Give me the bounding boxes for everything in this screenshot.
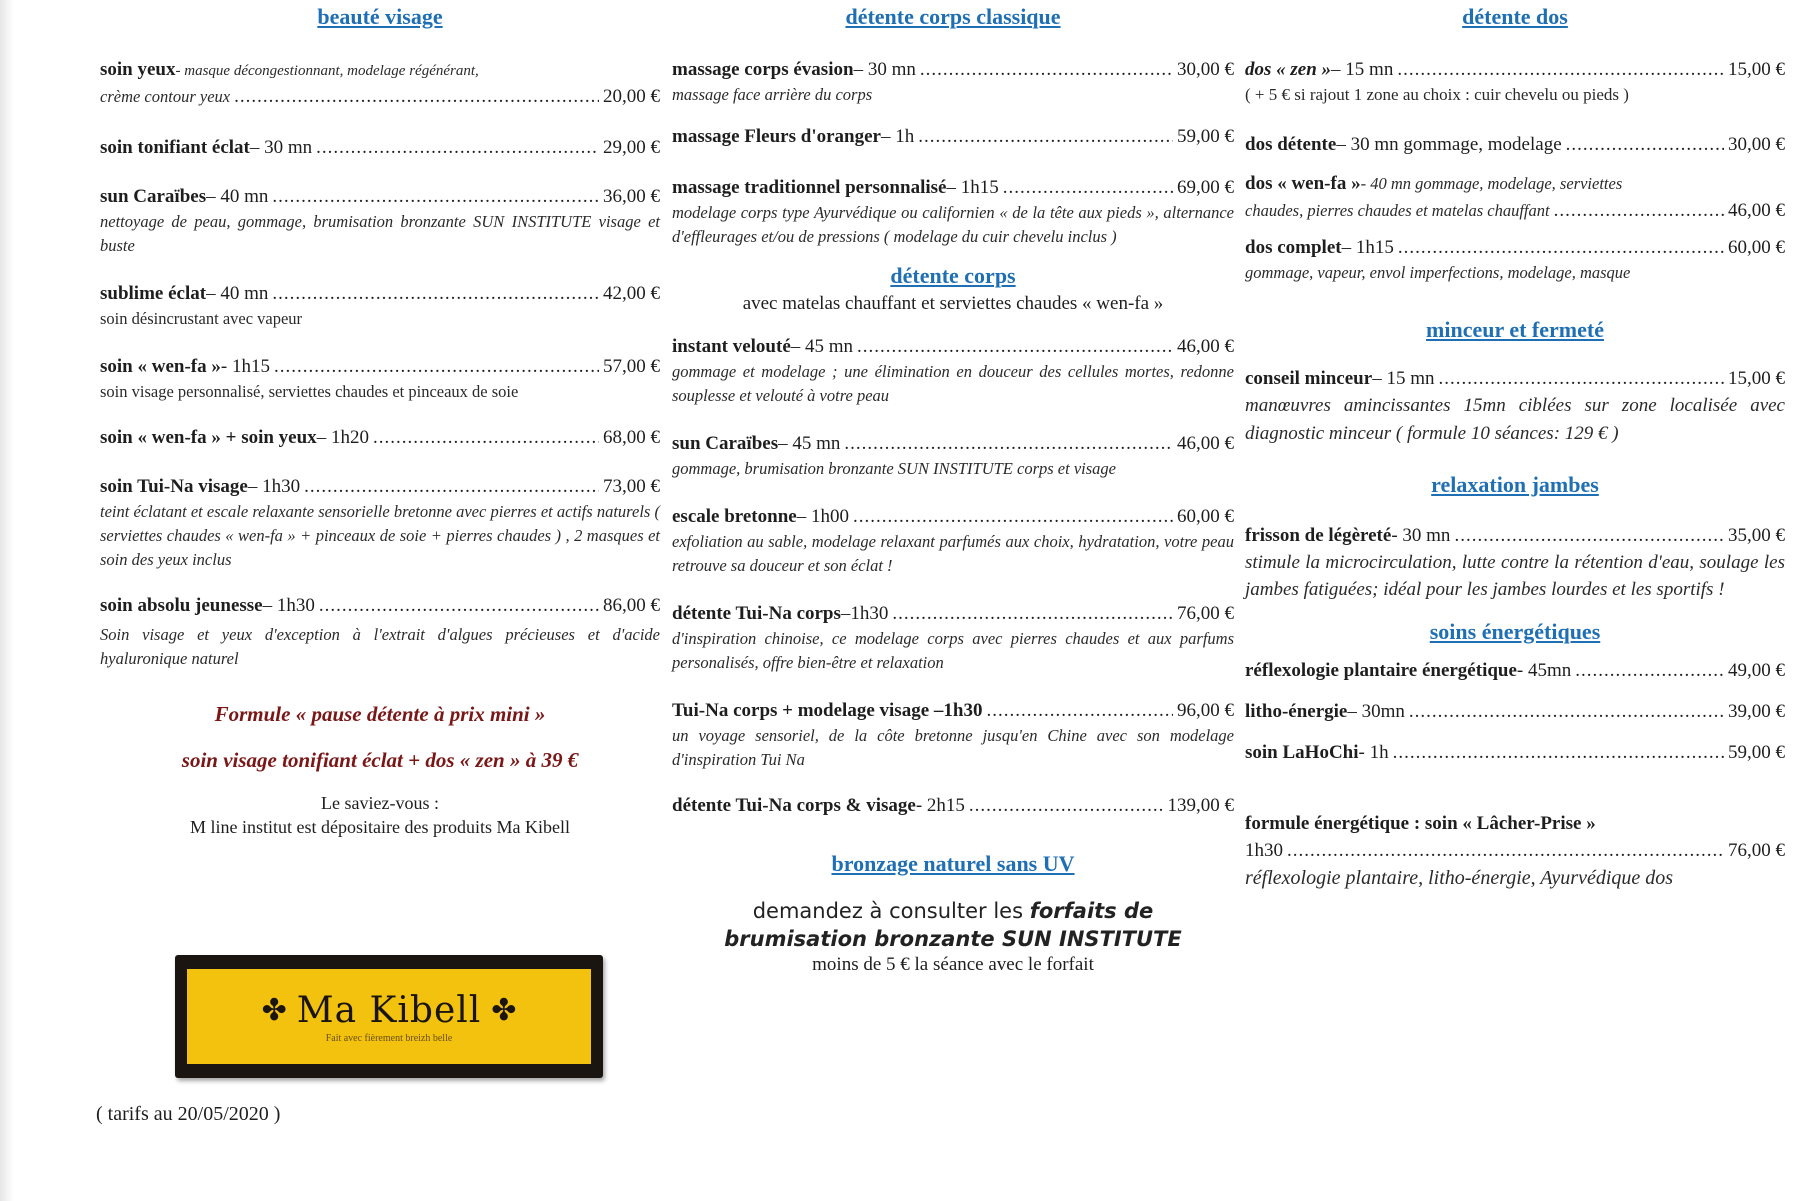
leader-dots [1287,837,1724,864]
item-price: 68,00 € [603,427,660,448]
formula-energetique-duration: 1h30 [1245,840,1283,861]
item-price: 96,00 € [1177,700,1234,721]
formula-title: Formule « pause détente à prix mini » [214,702,546,726]
leader-dots [1566,131,1724,158]
section-title-detente-dos: détente dos [1462,4,1568,29]
leader-dots [1397,56,1724,83]
section-title-minceur: minceur et fermeté [1426,317,1604,342]
item-desc: exfoliation au sable, modelage relaxant parfumés aux choix, hydratation, votre peau retrouve sa douceur et son éclat ! [672,532,1234,575]
price-item [1245,56,1785,107]
item-price: 69,00 € [1177,177,1234,198]
price-item [672,430,1234,481]
item-desc: gommage, vapeur, envol imperfections, modelage, masque [1245,263,1631,282]
item-price: 15,00 € [1728,59,1785,80]
item-name: massage traditionnel personnalisé [672,177,947,198]
item-price: 59,00 € [1728,742,1785,763]
price-item [1245,522,1785,603]
item-name: soin « wen-fa » + soin yeux [100,427,317,448]
item-name: soin tonifiant éclat [100,137,250,158]
item-price: 42,00 € [603,283,660,304]
column-detente-corps [672,0,1234,977]
item-duration: – 45 mn [778,433,841,454]
item-name: dos « wen-fa » [1245,173,1361,194]
item-price: 39,00 € [1728,701,1785,722]
item-duration: – 30 mn [249,137,313,158]
logo-brand: Ma Kibell [296,989,482,1031]
item-desc: ( + 5 € si rajout 1 zone au choix : cuir chevelu ou pieds ) [1245,85,1629,104]
item-duration: – 15 mn [1372,368,1435,389]
leader-dots [234,83,599,110]
item-desc: teint éclatant et escale relaxante sensorielle bretonne avec pierres et actifs naturels ( serviettes chaudes « wen-fa » + pinceaux de soie + pierres chaudes ) , 2 masques et soin des yeux inclus [100,502,660,569]
ermine-icon: ✤ [261,993,287,1027]
leader-dots [1409,698,1724,725]
formula-energetique-desc: réflexologie plantaire, litho-énergie, Ayurvédique dos [1245,867,1674,889]
price-item [672,792,1234,819]
price-item [100,134,660,161]
price-item [1245,131,1785,158]
leader-dots [1554,197,1724,224]
item-inline-desc: - masque décongestionnant, modelage régénérant, [175,63,479,79]
item-price: 46,00 € [1728,200,1785,221]
item-duration: – 45 mn [790,336,854,357]
item-desc: crème contour yeux [100,87,231,106]
price-item [672,503,1234,578]
item-duration: - 1h [1358,742,1389,763]
leader-dots [1003,174,1173,201]
leader-dots [272,183,599,210]
price-item [672,697,1234,772]
section-title-beaute-visage: beauté visage [317,4,443,29]
leader-dots [969,792,1164,819]
item-price: 46,00 € [1177,336,1234,357]
item-name: massage Fleurs d'oranger [672,126,881,147]
leader-dots [1393,739,1724,766]
item-price: 59,00 € [1177,126,1234,147]
item-price: 60,00 € [1177,506,1234,527]
item-duration: - 30 mn [1391,525,1451,546]
leader-dots [274,353,599,380]
item-inline-desc: - 40 mn gommage, modelage, serviettes [1360,174,1623,193]
item-name: dos détente [1245,134,1337,155]
leader-dots [304,473,599,500]
item-price: 36,00 € [603,186,660,207]
item-price: 35,00 € [1728,525,1785,546]
item-duration: – 30 mn [853,59,916,80]
leader-dots [986,697,1173,724]
item-name: dos « zen » [1245,59,1332,80]
item-desc: chaudes, pierres chaudes et matelas chauffant [1245,201,1550,220]
item-price: 49,00 € [1728,660,1785,681]
leader-dots [272,280,599,307]
column-beaute-visage [100,0,660,839]
item-desc: gommage, brumisation bronzante SUN INSTITUTE corps et visage [672,459,1116,478]
item-desc: gommage et modelage ; une élimination en douceur des cellules mortes, redonne souplesse et velouté à votre peau [672,362,1234,405]
item-desc: soin visage personnalisé, serviettes chaudes et pinceaux de soie [100,382,519,401]
item-desc: manœuvres amincissantes 15mn ciblées sur zone localisée avec diagnostic minceur ( formule 10 séances: 129 € ) [1245,395,1785,444]
price-item [1245,657,1785,684]
leader-dots [892,600,1173,627]
item-price: 76,00 € [1177,603,1234,624]
bronzage-note-bold: forfaits de [1029,899,1154,923]
item-price: 73,00 € [603,476,660,497]
leader-dots [373,424,599,451]
item-name: sun Caraïbes [100,186,207,207]
section-title-soins-energetiques: soins énergétiques [1429,619,1601,644]
price-item [672,600,1234,675]
item-price: 15,00 € [1728,368,1785,389]
item-price: 30,00 € [1728,134,1785,155]
formula-detail: soin visage tonifiant éclat + dos « zen » à 39 € [181,748,579,772]
item-duration: - 45mn [1516,660,1572,681]
section-title-relaxation-jambes: relaxation jambes [1431,472,1599,497]
item-name: conseil minceur [1245,368,1373,389]
item-desc: un voyage sensoriel, de la côte bretonne jusqu'en Chine avec son modelage d'inspiration Tui Na [672,726,1234,769]
formula-energetique-price: 76,00 € [1728,840,1785,861]
item-desc: soin désincrustant avec vapeur [100,309,303,328]
item-name: détente Tui-Na corps [672,603,841,624]
item-name: soin Tui-Na visage [100,476,248,497]
item-duration: – 1h30 [247,476,301,497]
price-item [1245,234,1785,285]
item-duration: – 1h [880,126,915,147]
item-desc: d'inspiration chinoise, ce modelage corps avec pierres chaudes et aux parfums personalisés, offre bien-être et relaxation [672,629,1234,672]
item-name: frisson de légèreté [1245,525,1392,546]
formula-energetique-title: formule énergétique : soin « Lâcher-Prise » [1245,813,1596,834]
tarifs-date: ( tarifs au 20/05/2020 ) [96,1103,281,1125]
item-name: dos complet [1245,237,1342,258]
leader-dots [844,430,1173,457]
leader-dots [1454,522,1724,549]
item-desc: nettoyage de peau, gommage, brumisation bronzante SUN INSTITUTE visage et buste [100,212,660,255]
bronzage-note-line1 [672,897,1234,925]
price-item [672,333,1234,408]
price-item [672,174,1234,249]
logo-tagline: Fait avec fièrement breizh belle [325,1032,453,1044]
item-name: Tui-Na corps + modelage visage –1h30 [672,700,983,721]
item-name: escale bretonne [672,506,797,527]
item-name: instant velouté [672,336,791,357]
item-name: soin yeux [100,59,176,80]
item-desc: Soin visage et yeux d'exception à l'extrait d'algues précieuses et d'acide hyaluronique naturel [100,625,660,668]
item-name: soin absolu jeunesse [100,595,263,616]
leader-dots [1398,234,1724,261]
leader-dots [1438,365,1724,392]
bronzage-note-line2 [672,925,1234,953]
item-duration: – 1h30 [262,595,315,616]
item-price: 30,00 € [1177,59,1234,80]
item-duration: –1h30 [840,603,889,624]
item-duration: – 30mn [1347,701,1405,722]
item-duration: – 40 mn [206,283,269,304]
column-detente-dos [1245,0,1785,892]
item-desc: massage face arrière du corps [672,85,873,104]
leader-dots [857,333,1173,360]
section-subtitle: avec matelas chauffant et serviettes chaudes « wen-fa » [742,293,1164,314]
item-duration: – 1h15 [1341,237,1394,258]
price-item [100,280,660,331]
price-item [672,123,1234,150]
item-duration: - 2h15 [915,795,965,816]
scan-edge-shadow [0,0,14,1201]
item-duration: – 1h15 [946,177,999,198]
item-name: litho-énergie [1245,701,1348,722]
price-item [1245,739,1785,766]
leader-dots [853,503,1173,530]
info-heading: Le saviez-vous : [321,793,439,813]
item-price: 60,00 € [1728,237,1785,258]
price-item [100,353,660,404]
info-text: M line institut est dépositaire des produits Ma Kibell [190,817,570,837]
item-name: détente Tui-Na corps & visage [672,795,916,816]
bronzage-note-bold: brumisation bronzante SUN INSTITUTE [724,927,1182,951]
item-price: 20,00 € [603,86,660,107]
ma-kibell-logo [175,955,603,1078]
item-price: 139,00 € [1167,795,1234,816]
section-title-detente-corps-classique: détente corps classique [845,4,1061,29]
bronzage-note-text: demandez à consulter les [752,899,1030,923]
price-item [672,56,1234,107]
item-name: sun Caraïbes [672,433,779,454]
item-duration: – 15 mn [1331,59,1394,80]
leader-dots [1575,657,1724,684]
section-title-bronzage: bronzage naturel sans UV [831,851,1075,876]
item-price: 46,00 € [1177,433,1234,454]
price-item [1245,170,1785,224]
item-duration: – 30 mn gommage, modelage [1336,134,1562,155]
bronzage-note-line3: moins de 5 € la séance avec le forfait [812,954,1094,975]
item-name: réflexologie plantaire énergétique [1245,660,1517,681]
item-name: massage corps évasion [672,59,854,80]
leader-dots [319,592,599,619]
leader-dots [918,123,1173,150]
price-item [100,424,660,451]
item-duration: – 1h20 [316,427,369,448]
formula-energetique [1245,810,1785,892]
item-duration: – 1h00 [796,506,849,527]
item-duration: – 40 mn [206,186,269,207]
item-duration: - 1h15 [220,356,270,377]
price-item [1245,698,1785,725]
item-name: soin « wen-fa » [100,356,221,377]
item-desc: stimule la microcirculation, lutte contre la rétention d'eau, soulage les jambes fatiguées; idéal pour les jambes lourdes et les sportifs ! [1245,552,1785,600]
item-desc: modelage corps type Ayurvédique ou californien « de la tête aux pieds », alternance d'effleurages et/ou de pressions ( modelage du cuir chevelu inclus ) [672,203,1234,246]
leader-dots [920,56,1173,83]
price-item [1245,365,1785,448]
leader-dots [316,134,599,161]
item-name: soin LaHoChi [1245,742,1359,763]
item-price: 29,00 € [603,137,660,158]
ermine-icon: ✤ [491,993,517,1027]
price-item [100,473,660,572]
price-item [100,592,660,671]
price-item [100,183,660,258]
item-name: sublime éclat [100,283,207,304]
item-price: 57,00 € [603,356,660,377]
item-price: 86,00 € [603,595,660,616]
section-title-detente-corps: détente corps [890,263,1016,288]
price-item [100,56,660,110]
